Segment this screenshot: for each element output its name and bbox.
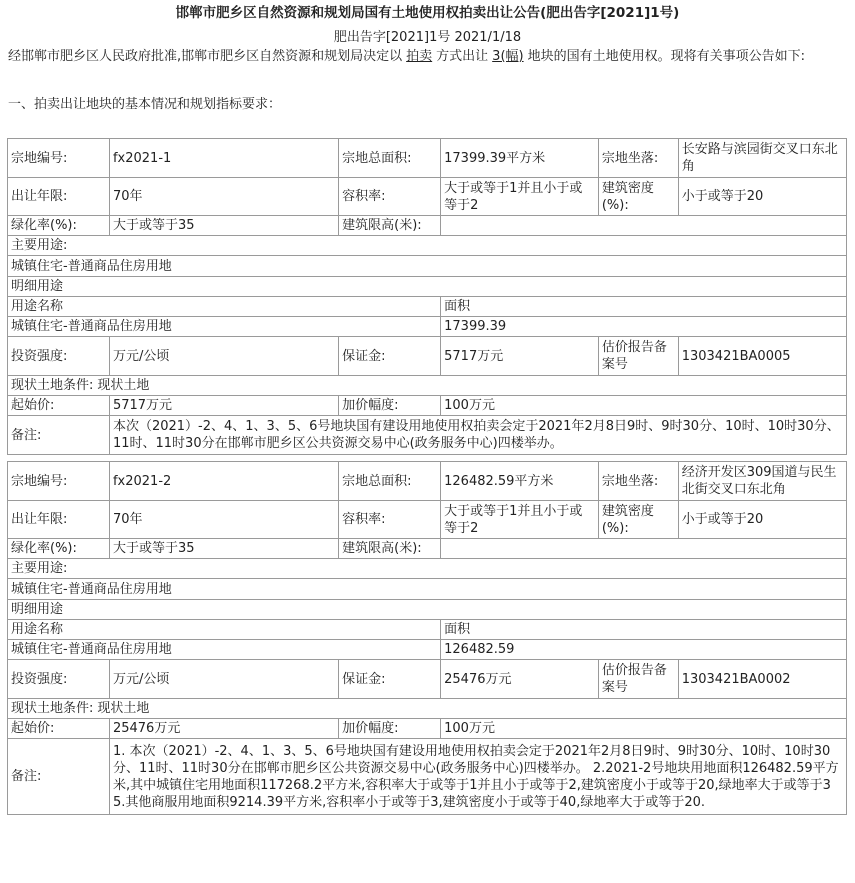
value-increment: 100万元 (441, 719, 847, 739)
parcel-separator (8, 455, 847, 462)
announcement-number-date: 肥出告字[2021]1号 2021/1/18 (333, 30, 522, 45)
label-increment: 加价幅度: (339, 396, 441, 416)
label-use-name: 用途名称 (8, 297, 441, 317)
label-status: 现状土地条件: (11, 701, 94, 716)
table-row (8, 297, 847, 317)
label-term: 出让年限: (8, 501, 110, 539)
status-row (8, 699, 847, 719)
label-appraisal: 估价报告备案号 (598, 337, 678, 376)
table-row (8, 719, 847, 739)
value-total-area: 17399.39平方米 (441, 139, 599, 178)
label-location: 宗地坐落: (598, 462, 678, 501)
label-appraisal: 估价报告备案号 (598, 660, 678, 699)
table-row (8, 501, 847, 539)
intro-paragraph (0, 48, 855, 84)
value-start-price: 5717万元 (109, 396, 338, 416)
table-row (8, 462, 847, 501)
label-detail-use: 明细用途 (8, 600, 847, 620)
label-far: 容积率: (339, 178, 441, 216)
value-density: 小于或等于20 (678, 501, 846, 539)
value-main-use: 城镇住宅-普通商品住房用地 (8, 256, 847, 277)
value-note: 本次（2021）-2、4、1、3、5、6号地块国有建设用地使用权拍卖会定于2021年2月8日9时、9时30分、10时、10时30分、11时、11时30分在邯郸市肥乡区公共资源交易中心(政务服务中心)四楼举办。 (109, 416, 846, 455)
value-note: 1. 本次（2021）-2、4、1、3、5、6号地块国有建设用地使用权拍卖会定于2021年2月8日9时、9时30分、10时、10时30分、11时、11时30分在邯郸市肥乡区公共资源交易中心(政务服务中心)四楼举办。 2.2021-2号地块用地面积126482.59平方米,其中城镇住宅用地面积117268.2平方米,容积率大于或等于1并且小于或等于2,建筑密度小于或等于20,绿地率大于或等于35.其他商服用地面积9214.39平方米,容积率小于或等于3,建筑密度小于或等于40,绿地率大于或等于20. (109, 739, 846, 815)
table-row (8, 579, 847, 600)
label-note: 备注: (8, 739, 110, 815)
intro-text-2: 方式出让 (436, 49, 489, 64)
label-parcel-no: 宗地编号: (8, 462, 110, 501)
value-total-area: 126482.59平方米 (441, 462, 599, 501)
table-row (8, 739, 847, 815)
table-row (8, 600, 847, 620)
page-title: 邯郸市肥乡区自然资源和规划局国有土地使用权拍卖出让公告(肥出告字[2021]1号) (175, 5, 680, 21)
intro-text-3: 地块的国有土地使用权。现将有关事项公告如下: (527, 49, 805, 64)
intro-text-1: 经邯郸市肥乡区人民政府批准,邯郸市肥乡区自然资源和规划局决定以 (8, 49, 403, 64)
value-location: 长安路与滨园街交叉口东北角 (678, 139, 846, 178)
table-row (8, 559, 847, 579)
value-main-use: 城镇住宅-普通商品住房用地 (8, 579, 847, 600)
value-use-name: 城镇住宅-普通商品住房用地 (8, 317, 441, 337)
label-total-area: 宗地总面积: (339, 462, 441, 501)
table-row (8, 216, 847, 236)
value-location: 经济开发区309国道与民生北街交叉口东北角 (678, 462, 846, 501)
label-parcel-no: 宗地编号: (8, 139, 110, 178)
table-row (8, 178, 847, 216)
value-term: 70年 (109, 501, 338, 539)
value-deposit: 25476万元 (441, 660, 599, 699)
label-deposit: 保证金: (339, 660, 441, 699)
table-row (8, 337, 847, 376)
value-status: 现状土地 (97, 701, 150, 716)
table-row (8, 416, 847, 455)
value-status: 现状土地 (97, 378, 150, 393)
label-term: 出让年限: (8, 178, 110, 216)
parcel-table (7, 138, 847, 815)
intro-method: 拍卖 (406, 49, 433, 64)
value-appraisal: 1303421BA0002 (678, 660, 846, 699)
label-location: 宗地坐落: (598, 139, 678, 178)
table-row (8, 139, 847, 178)
value-use-area: 126482.59 (441, 640, 847, 660)
separator-cell (8, 455, 847, 462)
label-area: 面积 (441, 297, 847, 317)
label-area: 面积 (441, 620, 847, 640)
label-height: 建筑限高(米): (339, 216, 441, 236)
value-greening: 大于或等于35 (109, 539, 338, 559)
label-greening: 绿化率(%): (8, 216, 110, 236)
intro-count: 3(幅) (492, 49, 524, 64)
value-appraisal: 1303421BA0005 (678, 337, 846, 376)
table-row (8, 699, 847, 719)
value-far: 大于或等于1并且小于或等于2 (441, 501, 599, 539)
table-row (8, 277, 847, 297)
table-row (8, 396, 847, 416)
value-parcel-no: fx2021-2 (109, 462, 338, 501)
value-increment: 100万元 (441, 396, 847, 416)
label-density: 建筑密度(%): (598, 178, 678, 216)
label-note: 备注: (8, 416, 110, 455)
value-deposit: 5717万元 (441, 337, 599, 376)
label-use-name: 用途名称 (8, 620, 441, 640)
label-main-use: 主要用途: (8, 236, 847, 256)
label-detail-use: 明细用途 (8, 277, 847, 297)
table-row (8, 256, 847, 277)
value-greening: 大于或等于35 (109, 216, 338, 236)
label-density: 建筑密度(%): (598, 501, 678, 539)
label-deposit: 保证金: (339, 337, 441, 376)
value-term: 70年 (109, 178, 338, 216)
value-parcel-no: fx2021-1 (109, 139, 338, 178)
table-row (8, 376, 847, 396)
value-far: 大于或等于1并且小于或等于2 (441, 178, 599, 216)
section-heading: 一、拍卖出让地块的基本情况和规划指标要求： (8, 97, 282, 112)
value-density: 小于或等于20 (678, 178, 846, 216)
table-row (8, 236, 847, 256)
label-investment: 投资强度: (8, 660, 110, 699)
label-status: 现状土地条件: (11, 378, 94, 393)
label-investment: 投资强度: (8, 337, 110, 376)
label-increment: 加价幅度: (339, 719, 441, 739)
table-row (8, 317, 847, 337)
value-investment: 万元/公顷 (109, 660, 338, 699)
label-far: 容积率: (339, 501, 441, 539)
value-use-area: 17399.39 (441, 317, 847, 337)
value-use-name: 城镇住宅-普通商品住房用地 (8, 640, 441, 660)
label-greening: 绿化率(%): (8, 539, 110, 559)
value-height (441, 216, 847, 236)
value-investment: 万元/公顷 (109, 337, 338, 376)
label-start-price: 起始价: (8, 719, 110, 739)
table-row (8, 640, 847, 660)
table-row (8, 620, 847, 640)
status-row (8, 376, 847, 396)
label-main-use: 主要用途: (8, 559, 847, 579)
value-start-price: 25476万元 (109, 719, 338, 739)
label-start-price: 起始价: (8, 396, 110, 416)
label-height: 建筑限高(米): (339, 539, 441, 559)
table-row (8, 539, 847, 559)
table-row (8, 660, 847, 699)
value-height (441, 539, 847, 559)
label-total-area: 宗地总面积: (339, 139, 441, 178)
